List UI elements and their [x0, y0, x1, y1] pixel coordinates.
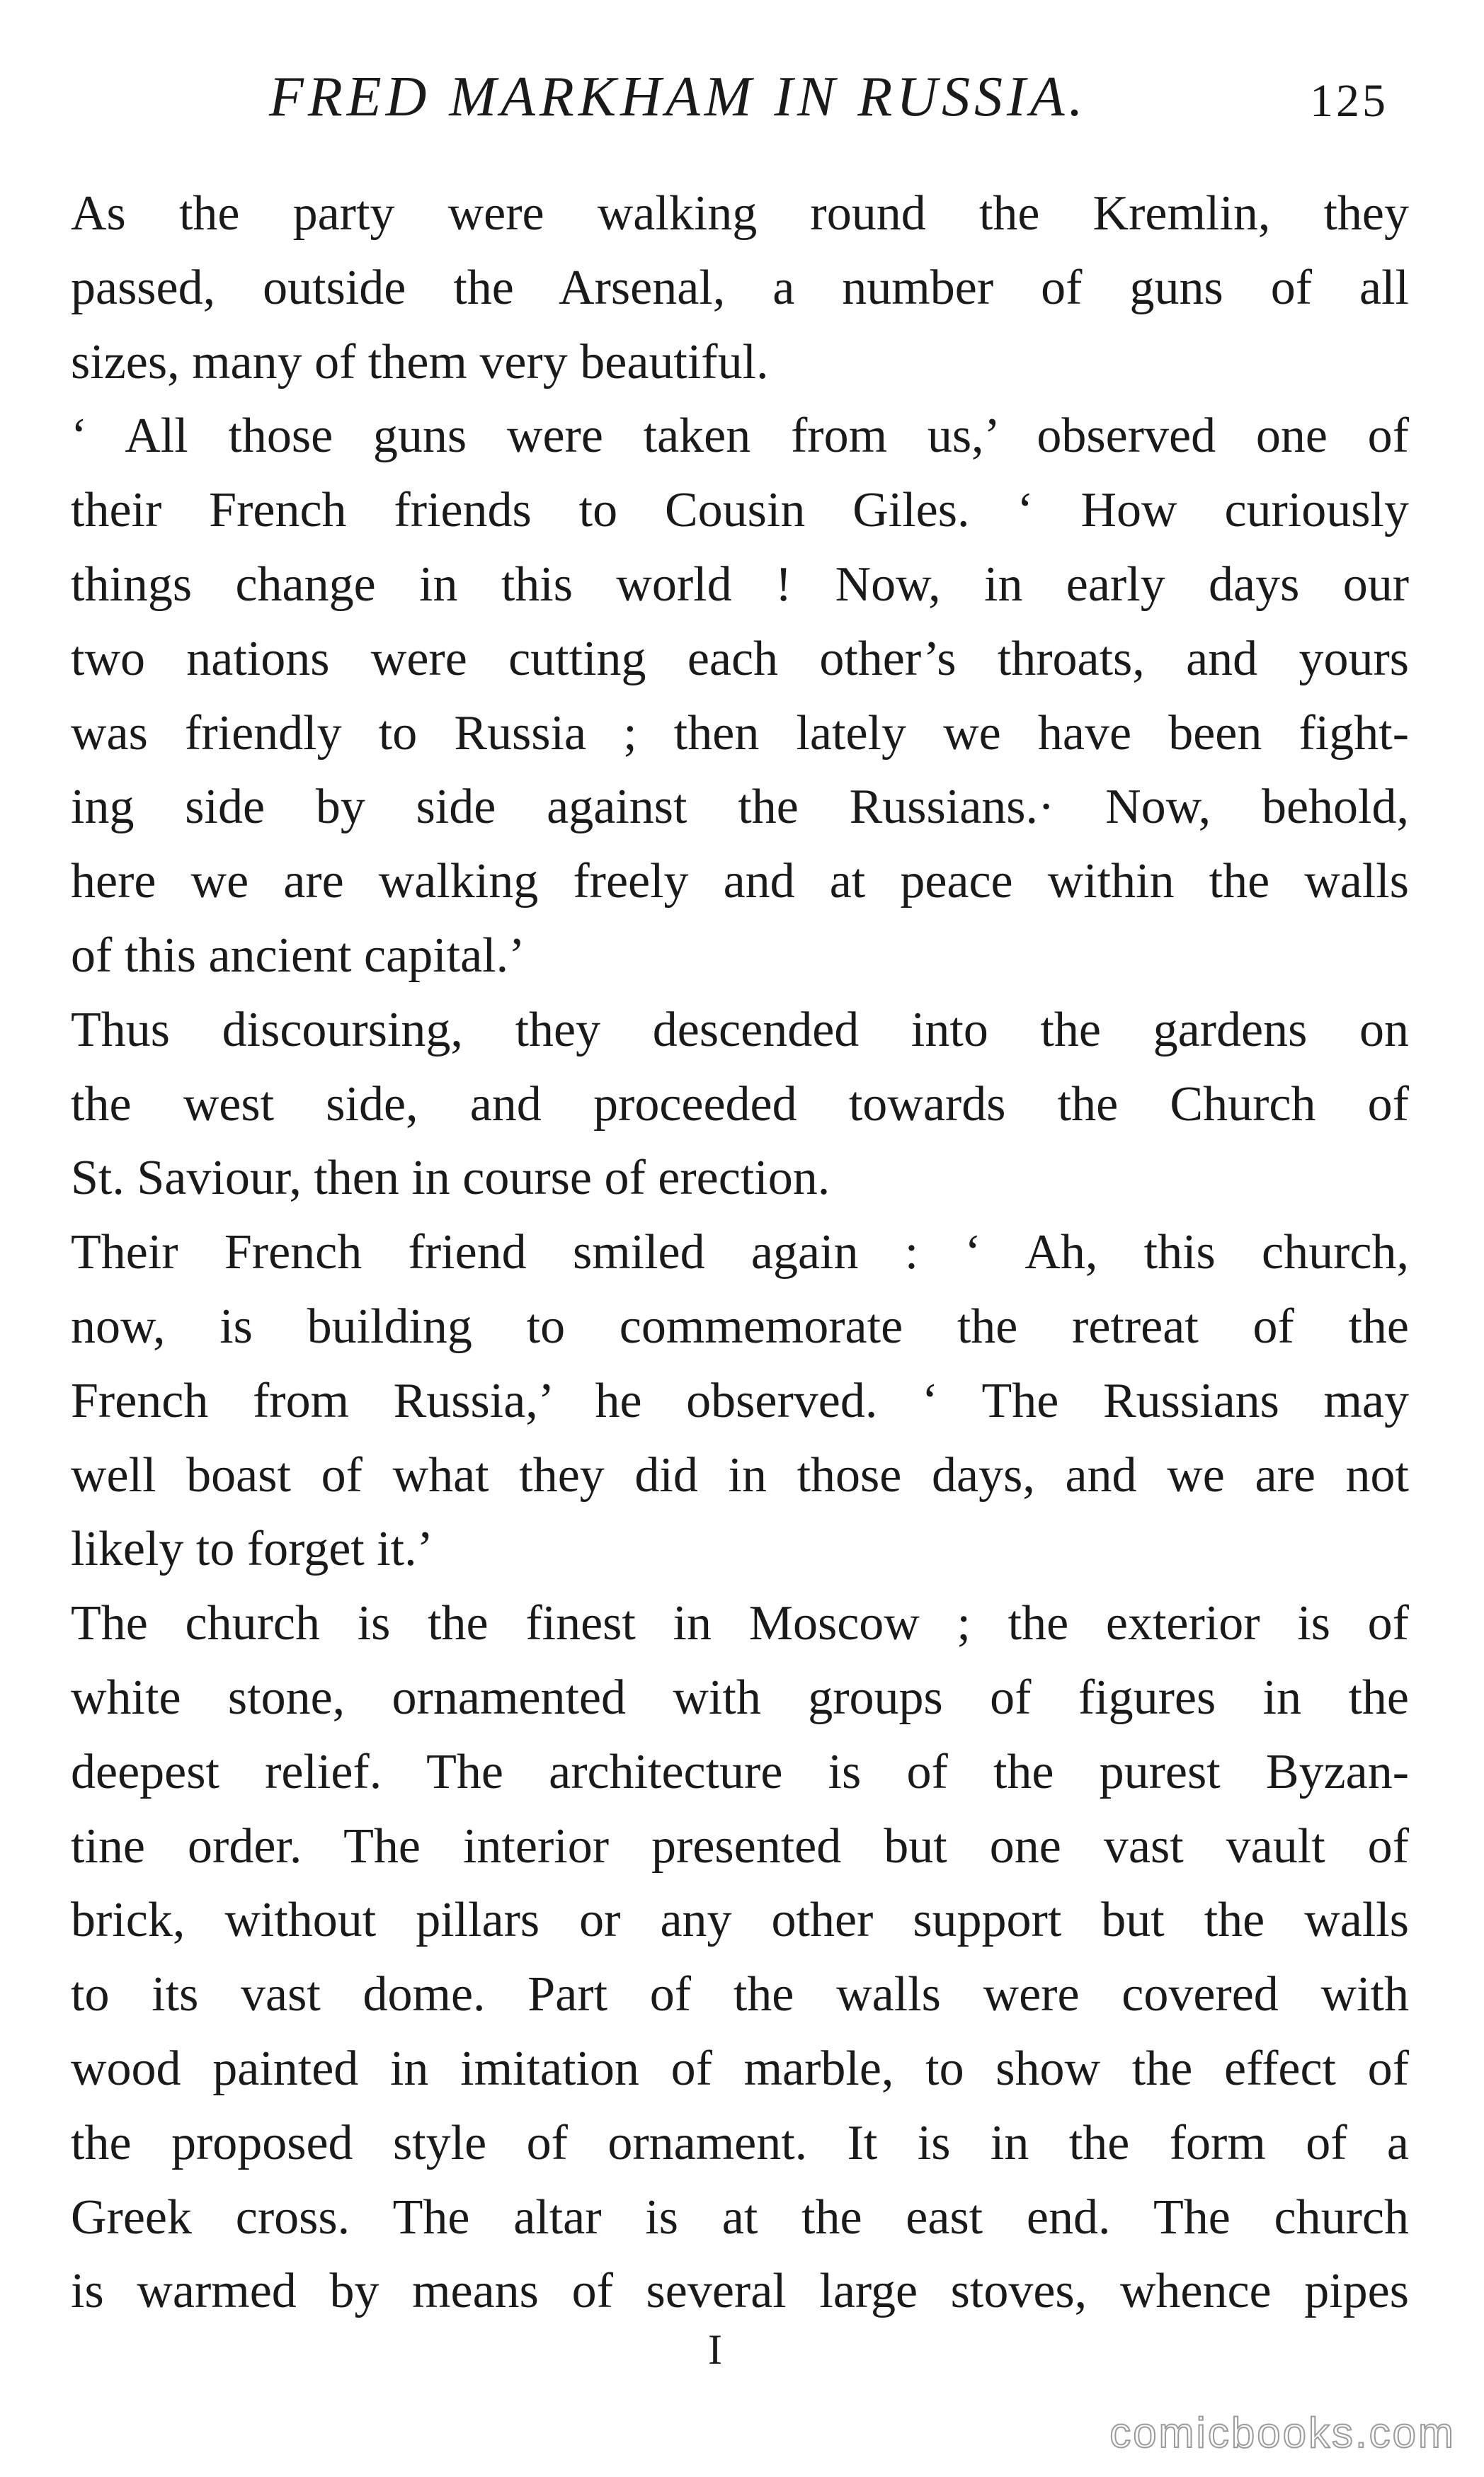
text-line: likely to forget it.’ [71, 1522, 433, 1577]
text-line: deepest relief. The architecture is of the purest Byzan- [71, 1744, 1409, 1799]
text-line: is warmed by means of several large stoves, whence pipes [71, 2264, 1409, 2319]
body-text [71, 177, 1409, 2329]
text-line: white stone, ornamented with groups of figures in the [71, 1670, 1409, 1725]
text-line: brick, without pillars or any other support but the walls [71, 1893, 1409, 1948]
text-line: the proposed style of ornament. It is in the form of a [71, 2115, 1409, 2170]
text-line: was friendly to Russia ; then lately we have been fight- [71, 705, 1409, 761]
text-line: two nations were cutting each other’s throats, and yours [71, 631, 1409, 686]
text-line: tine order. The interior presented but one vast vault of [71, 1818, 1409, 1874]
text-line: French from Russia,’ he observed. ‘ The Russians may [71, 1373, 1409, 1428]
text-line: sizes, many of them very beautiful. [71, 334, 769, 389]
text-line: passed, outside the Arsenal, a number of guns of all [71, 260, 1409, 315]
running-header [0, 58, 1484, 136]
text-line: their French friends to Cousin Giles. ‘ How curiously [71, 483, 1409, 538]
signature-mark: I [708, 2326, 722, 2373]
running-title: FRED MARKHAM IN RUSSIA. [269, 66, 1088, 128]
text-line: As the party were walking round the Kremlin, they [71, 186, 1409, 241]
text-line: now, is building to commemorate the retreat of the [71, 1299, 1409, 1354]
page-number: 125 [1310, 75, 1388, 127]
text-line: The church is the finest in Moscow ; the exterior is of [71, 1596, 1409, 1651]
text-line: St. Saviour, then in course of erection. [71, 1151, 831, 1206]
text-line: to its vast dome. Part of the walls were covered with [71, 1967, 1409, 2022]
text-line: ‘ All those guns were taken from us,’ observed one of [71, 409, 1409, 464]
text-line: here we are walking freely and at peace within the walls [71, 854, 1409, 909]
text-line: ing side by side against the Russians.· Now, behold, [71, 780, 1409, 835]
text-line: of this ancient capital.’ [71, 928, 525, 983]
text-line: well boast of what they did in those days, and we are not [71, 1447, 1409, 1503]
text-line: Greek cross. The altar is at the east end. The church [71, 2190, 1409, 2245]
text-line: the west side, and proceeded towards the Church of [71, 1076, 1409, 1132]
text-line: Thus discoursing, they descended into the gardens on [71, 1002, 1409, 1057]
text-line: wood painted in imitation of marble, to show the effect of [71, 2041, 1409, 2096]
text-line: things change in this world ! Now, in early days our [71, 557, 1409, 612]
watermark: comicbooks.com [1109, 2409, 1456, 2456]
text-line: Their French friend smiled again : ‘ Ah, this church, [71, 1225, 1409, 1280]
